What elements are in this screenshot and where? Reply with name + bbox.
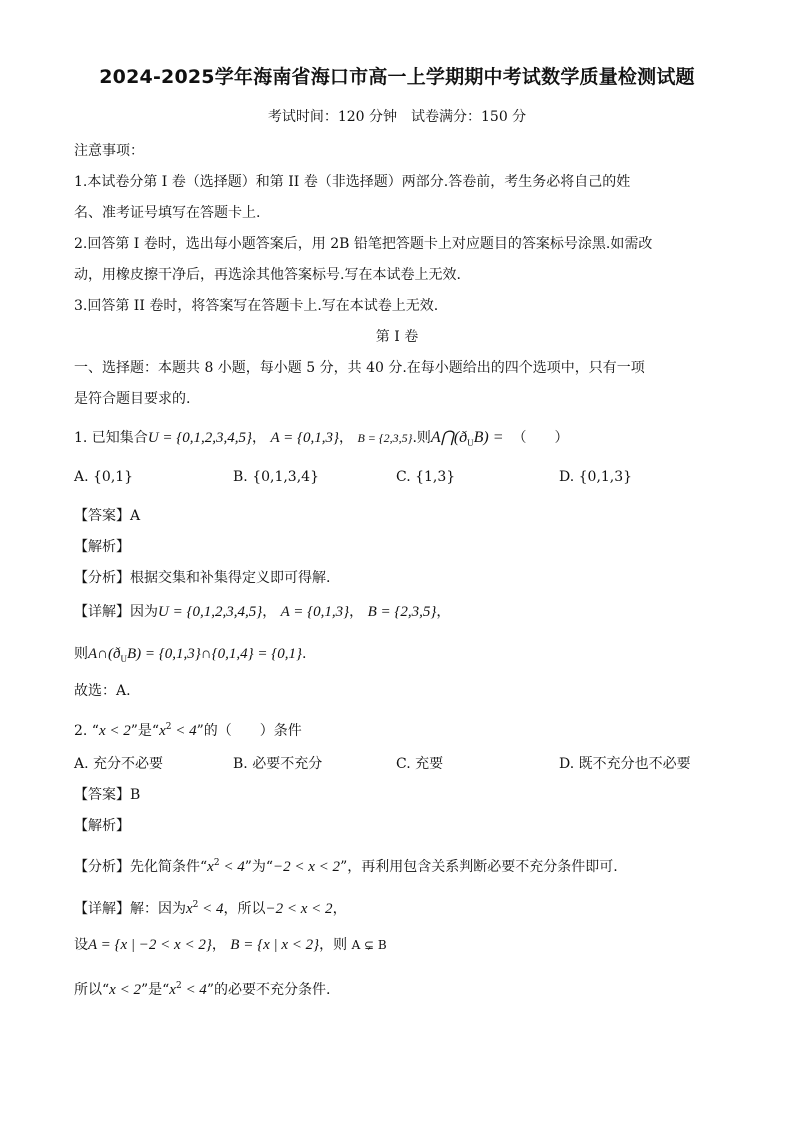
notice-1-line-1: 1.本试卷分第 I 卷（选择题）和第 II 卷（非选择题）两部分.答卷前，考生务必将自己的姓 [74,174,631,190]
q1-detail-set-u: U = {0,1,2,3,4,5} [158,604,263,620]
volume-title: 第 I 卷 [375,329,419,345]
q2-option-c: C. 充要 [396,756,444,772]
q2-fenxi-e: ”，再利用包含关系判断必要不充分条件即可. [340,859,618,875]
q1-expr-sub: U [467,438,474,448]
q2-fenxi-a: 【分析】先化简条件“ [74,859,208,875]
q2-cond-2-x: x [159,723,166,739]
q1-analysis-heading: 【解析】 [74,539,130,555]
q1-sep-2: ， [338,430,353,446]
q1-calc-head: A∩(ð [88,646,121,662]
q2-detail [74,896,734,918]
section-instructions-line-2: 是符合题目要求的. [74,391,191,407]
q1-expression [431,429,504,446]
notice-2-line-1: 2.回答第 I 卷时，选出每小题答案后，用 2B 铅笔把答题卡上对应题目的答案标号涂黑.如需改 [74,236,653,252]
q2-option-d: D. 既不充分也不必要 [559,756,691,772]
q1-calc-end: . [301,646,307,662]
question-1-stem [74,429,734,452]
q1-fenxi: 【分析】根据交集和补集得定义即可得解. [74,570,331,586]
q2-fenxi-b: < 4 [219,859,245,875]
notice-3: 3.回答第 II 卷时，将答案写在答题卡上.写在本试卷上无效. [74,298,439,314]
q2-cond-2-rest: < 4 [171,723,197,739]
q2-answer: 【答案】B [74,787,141,803]
q1-prefix: 1. 已知集合 [74,430,148,446]
q1-calc-tail: B) = {0,1,3}∩{0,1,4} = {0,1} [127,646,302,662]
q1-calc-sub: U [120,654,127,664]
q2-concl-sup: 2 [175,981,182,991]
q1-then-label: 则 [74,646,88,662]
q2-set-then: ，则 [319,937,348,953]
q1-detail-prefix: 【详解】因为 [74,604,158,620]
q2-concl-a: 所以“ [74,982,110,998]
q2-set-sep: ， [211,937,226,953]
q2-fenxi-sup: 2 [213,858,220,868]
q1-calculation [74,645,734,668]
q2-num: 2. “ [74,723,99,739]
q2-fenxi-d: −2 < x < 2 [273,859,341,875]
q1-then: .则 [412,430,431,446]
q1-detail [74,603,734,621]
q2-set-relation: A ⊊ B [351,938,387,952]
q2-tail: ”的（ ）条件 [196,723,302,739]
q2-fenxi-x: x [207,859,214,875]
q2-detail-sup: 2 [192,900,199,910]
q1-option-b: B. {0,1,3,4} [233,469,319,485]
q1-detail-set-b: B = {2,3,5} [367,604,437,620]
q1-detail-sep-1: ， [262,604,277,620]
q1-option-d: D. {0,1,3} [559,469,633,485]
document-title: 2024-2025学年海南省海口市高一上学期期中考试数学质量检测试题 [99,66,695,88]
q2-detail-x: x [186,901,193,917]
notice-2-line-2: 动，用橡皮擦干净后，再选涂其他答案标号.写在本试卷上无效. [74,267,461,283]
q2-concl-b: x < 2 [109,982,141,998]
q1-set-u: U = {0,1,2,3,4,5} [147,430,253,446]
exam-info: 考试时间：120 分钟 试卷满分：150 分 [267,109,527,125]
q1-answer: 【答案】A [74,508,141,524]
q2-option-b: B. 必要不充分 [233,756,323,772]
q2-set-b: B = {x | x < 2} [230,937,320,953]
q1-expr-head: A⋂(ð [430,429,468,446]
notice-1-line-2: 名、准考证号填写在答题卡上. [74,205,261,221]
q1-detail-sep-2: ， [349,604,364,620]
q2-detail-d: −2 < x < 2 [265,901,333,917]
q1-set-a: A = {0,1,3} [270,430,339,446]
q1-option-a: A. {0,1} [74,469,134,485]
q1-sep-1: ， [252,430,267,446]
q1-detail-end: ， [436,604,451,620]
q2-detail-a: 【详解】解：因为 [74,901,186,917]
q2-fenxi-c: ”为“ [244,859,274,875]
q1-choose: 故选：A. [74,683,131,699]
q2-concl-d: < 4 [181,982,207,998]
q2-detail-e: ， [332,901,347,917]
notice-heading: 注意事项： [74,143,144,159]
q2-concl-e: ”的必要不充分条件. [206,982,331,998]
q2-concl-c: ”是“ [140,982,170,998]
q2-cond-1: x < 2 [98,723,131,739]
q1-answer-paren: （ ） [512,430,569,446]
q2-cond-2-sup: 2 [165,722,172,732]
q1-option-c: C. {1,3} [396,469,456,485]
q2-set-pre: 设 [74,937,88,953]
q2-analysis-heading: 【解析】 [74,818,130,834]
q2-conclusion [74,977,734,999]
q1-detail-set-a: A = {0,1,3} [280,604,350,620]
q2-sets [74,936,734,954]
q1-expr-tail: B) = [473,429,504,446]
q2-detail-c: ，所以 [223,901,266,917]
q2-detail-b: < 4 [198,901,224,917]
question-2-stem [74,718,734,740]
q2-concl-x: x [169,982,176,998]
q2-fenxi [74,854,734,876]
q2-set-a: A = {x | −2 < x < 2} [88,937,212,953]
q1-set-b: B = {2,3,5} [357,431,413,445]
q2-mid: ”是“ [130,723,160,739]
section-instructions-line-1: 一、选择题：本题共 8 小题，每小题 5 分，共 40 分.在每小题给出的四个选项中，只有一项 [74,360,645,376]
q2-option-a: A. 充分不必要 [74,756,164,772]
